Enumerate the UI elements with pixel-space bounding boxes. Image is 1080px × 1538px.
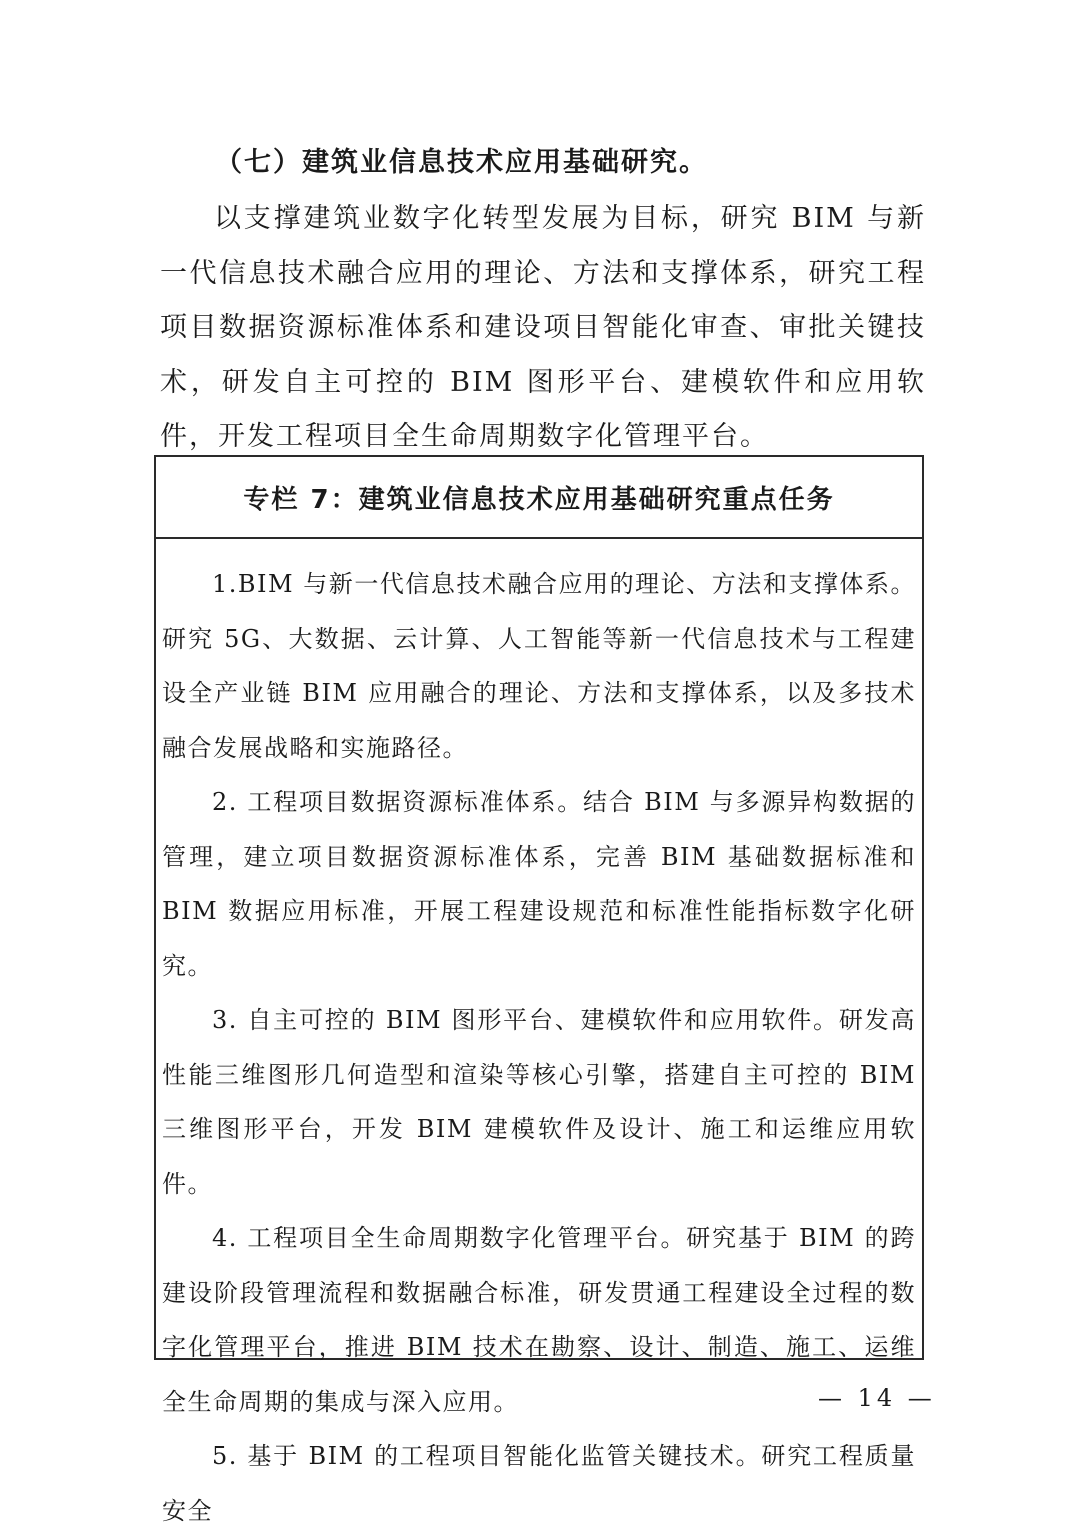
task-item: 4. 工程项目全生命周期数字化管理平台。研究基于 BIM 的跨建设阶段管理流程和数据融合标准，研发贯通工程建设全过程的数字化管理平台，推进 BIM 技术在勘察、设计、制造、施工、运维全生命周期的集成与深入应用。 (162, 1224, 916, 1416)
task-item: 3. 自主可控的 BIM 图形平台、建模软件和应用软件。研发高性能三维图形几何造型和渲染等核心引擎，搭建自主可控的 BIM 三维图形平台，开发 BIM 建模软件及设计、施工和运维应用软件。 (162, 1006, 916, 1198)
task-item: 2. 工程项目数据资源标准体系。结合 BIM 与多源异构数据的管理，建立项目数据资源标准体系，完善 BIM 基础数据标准和 BIM 数据应用标准，开展工程建设规范和标准性能指标数字化研究。 (162, 788, 916, 980)
task-item: 1.BIM 与新一代信息技术融合应用的理论、方法和支撑体系。研究 5G、大数据、云计算、人工智能等新一代信息技术与工程建设全产业链 BIM 应用融合的理论、方法和支撑体系，以及多技术融合发展战略和实施路径。 (162, 570, 916, 762)
column-box-title: 专栏 7：建筑业信息技术应用基础研究重点任务 (156, 457, 922, 539)
section-heading: （七）建筑业信息技术应用基础研究。 (215, 147, 708, 178)
section-body-paragraph: 以支撑建筑业数字化转型发展为目标，研究 BIM 与新一代信息技术融合应用的理论、方法和支撑体系，研究工程项目数据资源标准体系和建设项目智能化审查、审批关键技术，研发自主可控的 BIM 图形平台、建模软件和应用软件，开发工程项目全生命周期数字化管理平台。 (160, 203, 926, 452)
column-box-content (156, 539, 922, 1538)
page-number: — 14 — (818, 1384, 936, 1412)
task-item: 5. 基于 BIM 的工程项目智能化监管关键技术。研究工程质量安全 (162, 1442, 916, 1525)
